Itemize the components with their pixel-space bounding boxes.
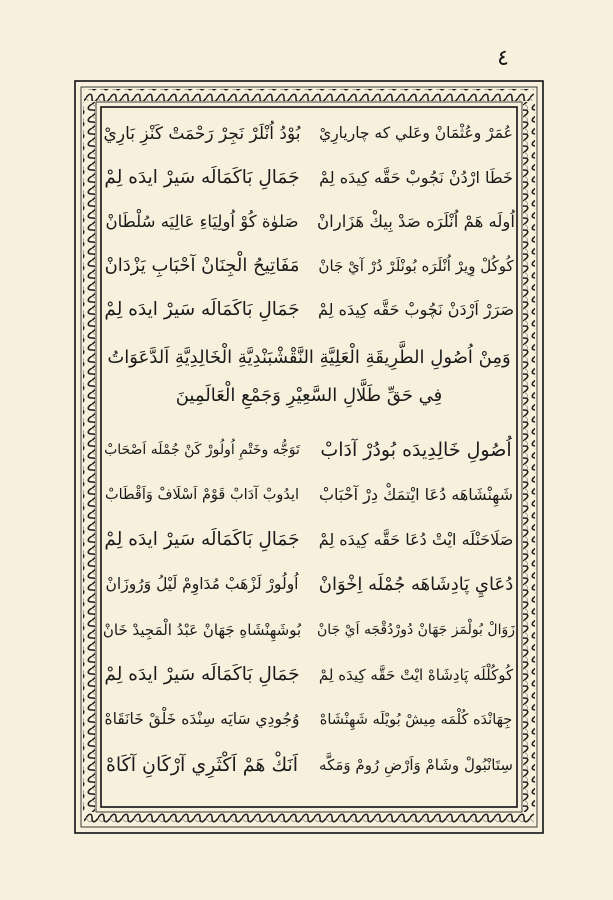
hemistich-left: جَمَالِ بَاكَمَالَه سَيرْ ايدَه لِمْ xyxy=(104,298,300,320)
hemistich-left: اُولُورْ لَزْهَبْ مُدَاوِمْ لَيْلُ وَرُوزَانْ xyxy=(105,575,299,594)
hemistich-right: سِتَانْبُولْ وشَامْ وَاَرْضِ رُومْ وَمَكَّه xyxy=(319,755,513,774)
hemistich-right: دُعَايِ پَادِشَاهَه جُمْلَه اِخْوَانْ xyxy=(318,574,514,595)
hemistich-right: خَطَا ارْدُنْ نَجُوبْ حَقَّه كِيدَه لِمْ xyxy=(319,168,513,187)
hemistich-right: شَهِنْشَاهَه دُعَا ايْتمَكْ دِرْ آحْبَابْ xyxy=(318,485,514,504)
hemistich-right: كُوكُلْ وِيرْ اُنْلَرَه بُونْلَرْ دُرْ آيْ جَانْ xyxy=(318,256,514,275)
hemistich-left: بُوشَهِنْشَاهِ جَهَانْ عَبْدُ الْمَجِيدْ خَانْ xyxy=(102,620,302,639)
couplet xyxy=(102,518,516,562)
hemistich-left: مَفَاتِيحُ الْجِنَانْ آحْبَابِ يَزْدَانْ xyxy=(104,255,300,276)
hemistich-left: جَمَالِ بَاكَمَالَه سَيرْ ايدَه لِمْ xyxy=(104,166,300,188)
couplet xyxy=(102,244,516,288)
couplet xyxy=(102,608,516,652)
couplet xyxy=(102,288,516,332)
hemistich-left: اَنَكْ هَمْ اَكْثَرِي آرْكَانِ آكَاهْ xyxy=(105,753,299,776)
couplet xyxy=(102,743,516,787)
couplet xyxy=(102,428,516,472)
hemistich-right: زَوَالْ بُولْمَز جَهَانْ دُورْدُقْجَه اَيْ جَانْ xyxy=(317,622,515,638)
couplet xyxy=(102,112,516,156)
hemistich-right: صَرَرْ اَرْدَنْ نَچُوبْ حَقَّه كِيدَه لِمْ xyxy=(317,300,515,319)
page-number: ٤ xyxy=(497,46,509,71)
hemistich-right: جِهَانْدَه كُلْمَه مِيشْ بُويْلَه شَهِنْشَاهْ xyxy=(319,711,513,728)
hemistich-left: جَمَالِ بَاكَمَالَه سَيرْ ايدَه لِمْ xyxy=(104,528,300,550)
hemistich-left: تَوَجُّه وخَتْمِ اُولُورْ كَنْ جُمْلَه اَصْحَابْ xyxy=(104,442,300,458)
couplet xyxy=(102,473,516,517)
couplet xyxy=(102,653,516,697)
hemistich-right: صَلَاحَنْلَه ايْتْ دُعَا حَقَّه كِيدَه لِمْ xyxy=(318,530,514,549)
section-title-line-1: وَمِنْ اُصُولِ الطَّرِيقَةِ الْعَلِيَّةِ النَّقْشْبَنْدِيَّةِ الْخَالِدِيَّةِ اَلدَّعَوَاتُ xyxy=(107,346,511,368)
couplet xyxy=(102,698,516,742)
hemistich-right: كُوكُلْلَه پَادِشَاهْ ايْتْ حَقَّه كِيدَه لِمْ xyxy=(318,665,514,684)
section-title-line-2: فِي حَقِّ طَلَّالِ السَّعِيْرِ وَجَمْعِ الْعَالَمِينَ xyxy=(175,384,443,406)
couplet xyxy=(102,200,516,244)
hemistich-left: بُوْدُ اُنْلَرْ نَجِرْ رَحْمَتْ كَنْزِ بَارِيْ xyxy=(103,123,301,144)
couplet xyxy=(102,563,516,607)
hemistich-right: اُولَه هَمْ اُنْلَرَه صَدْ بِيكْ هَزَارانْ xyxy=(317,211,515,231)
hemistich-left: صَلوٰة كُوْ اُولِيَاءِ عَالِيَه سُلْطَانْ xyxy=(105,211,299,231)
hemistich-right: اُصُولِ خَالِدِيدَه بُودُرْ آدَابْ xyxy=(320,438,512,461)
couplet xyxy=(102,156,516,200)
hemistich-left: ايدُوبْ آدَابْ قَوْمْ اَسْلَافْ وَاَقْطَابْ xyxy=(104,486,300,503)
hemistich-right: عُمَرْ وعُثْمَانْ وعَلي كه چاريارِيْ xyxy=(319,124,513,143)
poem-content xyxy=(102,112,516,802)
hemistich-left: جَمَالِ بَاكَمَالَه سَيرْ ايدَه لِمْ xyxy=(104,663,300,685)
hemistich-left: وُجُودِي سَايَه سِنْدَه خَلْقْ خَانَقَاهْ xyxy=(104,710,300,729)
